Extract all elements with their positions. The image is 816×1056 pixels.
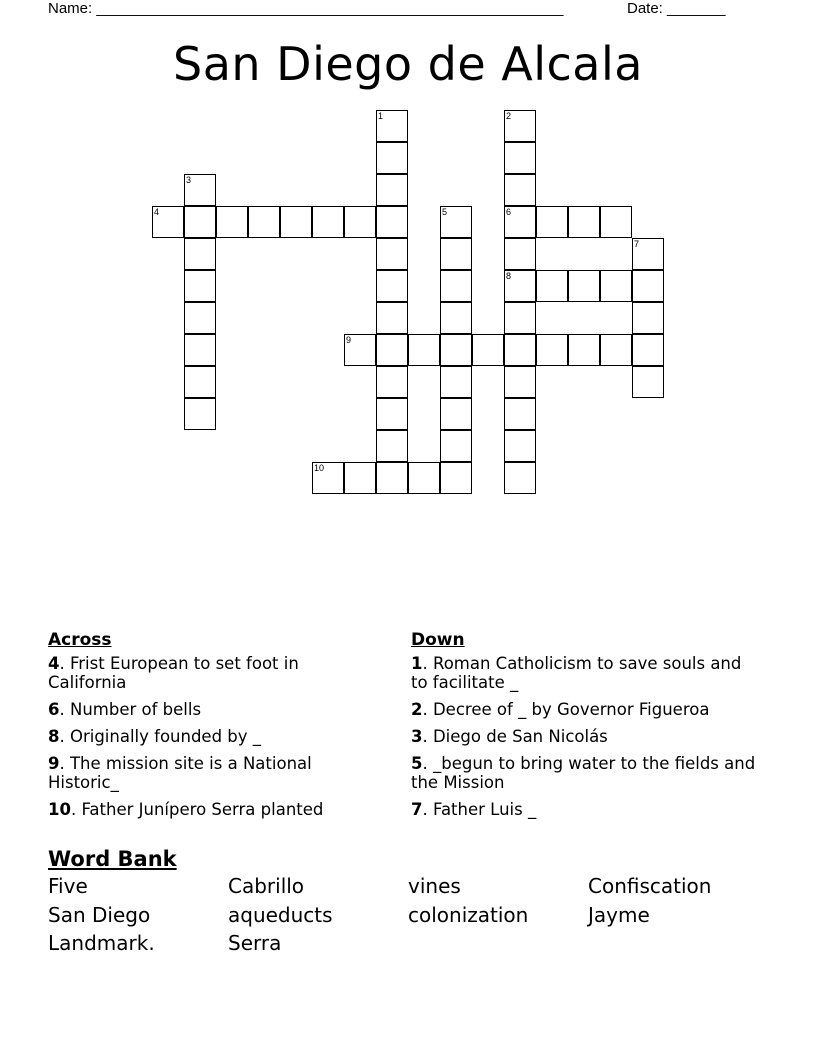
crossword-cell[interactable] <box>344 334 376 366</box>
crossword-cell[interactable] <box>440 270 472 302</box>
clue-number: 4 <box>154 207 160 217</box>
crossword-cell[interactable] <box>632 334 664 366</box>
crossword-cell[interactable] <box>408 462 440 494</box>
crossword-cell[interactable] <box>280 206 312 238</box>
crossword-cell[interactable] <box>504 110 536 142</box>
crossword-cell[interactable] <box>440 366 472 398</box>
clue-number: 1 <box>378 111 384 121</box>
crossword-cell[interactable] <box>632 270 664 302</box>
crossword-cell[interactable] <box>440 206 472 238</box>
crossword-cell[interactable] <box>504 366 536 398</box>
word-bank-item: vines <box>408 874 461 898</box>
crossword-cell[interactable] <box>184 270 216 302</box>
clue-number: 5 <box>442 207 448 217</box>
crossword-cell[interactable] <box>440 238 472 270</box>
crossword-grid <box>0 0 816 520</box>
crossword-cell[interactable] <box>376 462 408 494</box>
crossword-cell[interactable] <box>184 238 216 270</box>
down-heading: Down <box>411 630 465 650</box>
word-bank-item: Serra <box>228 931 282 955</box>
clue-number: 10 <box>314 463 325 473</box>
crossword-cell[interactable] <box>504 398 536 430</box>
word-bank-item: aqueducts <box>228 903 333 927</box>
crossword-cell[interactable] <box>536 270 568 302</box>
clue-number: 3 <box>186 175 192 185</box>
crossword-cell[interactable] <box>376 430 408 462</box>
crossword-cell[interactable] <box>408 334 440 366</box>
crossword-cell[interactable] <box>504 462 536 494</box>
crossword-cell[interactable] <box>600 206 632 238</box>
crossword-cell[interactable] <box>504 174 536 206</box>
crossword-cell[interactable] <box>376 174 408 206</box>
crossword-cell[interactable] <box>376 206 408 238</box>
crossword-cell[interactable] <box>568 334 600 366</box>
crossword-cell[interactable] <box>600 270 632 302</box>
word-bank-title: Word Bank <box>48 847 177 871</box>
clue-number: 8 <box>506 271 512 281</box>
across-clues <box>48 630 368 827</box>
crossword-cell[interactable] <box>536 206 568 238</box>
crossword-cell[interactable] <box>376 302 408 334</box>
word-bank-item: San Diego <box>48 903 151 927</box>
clue-down-3: 3. Diego de San Nicolás <box>411 727 608 746</box>
crossword-cell[interactable] <box>440 462 472 494</box>
crossword-cell[interactable] <box>536 334 568 366</box>
crossword-cell[interactable] <box>152 206 184 238</box>
crossword-cell[interactable] <box>440 430 472 462</box>
crossword-cell[interactable] <box>184 174 216 206</box>
word-bank-item: Jayme <box>588 903 650 927</box>
crossword-cell[interactable] <box>632 366 664 398</box>
clue-number: 9 <box>346 335 352 345</box>
crossword-cell[interactable] <box>472 334 504 366</box>
crossword-cell[interactable] <box>184 302 216 334</box>
crossword-cell[interactable] <box>312 206 344 238</box>
crossword-cell[interactable] <box>376 334 408 366</box>
crossword-cell[interactable] <box>376 142 408 174</box>
crossword-cell[interactable] <box>504 238 536 270</box>
crossword-cell[interactable] <box>344 206 376 238</box>
crossword-cell[interactable] <box>184 366 216 398</box>
word-bank-item: Five <box>48 874 88 898</box>
crossword-cell[interactable] <box>632 302 664 334</box>
crossword-cell[interactable] <box>184 206 216 238</box>
crossword-cell[interactable] <box>600 334 632 366</box>
crossword-cell[interactable] <box>344 462 376 494</box>
clue-across-4: 4. Frist European to set foot in California <box>48 654 299 692</box>
crossword-cell[interactable] <box>504 270 536 302</box>
clue-across-9: 9. The mission site is a National Historic_ <box>48 754 312 792</box>
clue-across-10: 10. Father Junípero Serra planted <box>48 800 324 819</box>
crossword-cell[interactable] <box>632 238 664 270</box>
word-bank-item: Landmark. <box>48 931 155 955</box>
crossword-cell[interactable] <box>440 398 472 430</box>
clue-down-5: 5. _begun to bring water to the fields and the Mission <box>411 754 756 792</box>
crossword-cell[interactable] <box>376 398 408 430</box>
down-clues <box>411 630 761 827</box>
crossword-cell[interactable] <box>568 206 600 238</box>
clue-across-6: 6. Number of bells <box>48 700 202 719</box>
crossword-cell[interactable] <box>376 238 408 270</box>
crossword-cell[interactable] <box>504 206 536 238</box>
crossword-cell[interactable] <box>440 302 472 334</box>
crossword-cell[interactable] <box>184 334 216 366</box>
clue-across-8: 8. Originally founded by _ <box>48 727 262 746</box>
clue-number: 2 <box>506 111 512 121</box>
name-field-label: Name: ________________________________________________________ <box>48 0 564 17</box>
clue-down-7: 7. Father Luis _ <box>411 800 537 819</box>
word-bank-item: Confiscation <box>588 874 712 898</box>
crossword-cell[interactable] <box>504 302 536 334</box>
crossword-cell[interactable] <box>312 462 344 494</box>
crossword-cell[interactable] <box>376 110 408 142</box>
date-field-label: Date: _______ <box>627 0 726 17</box>
clue-number: 7 <box>634 239 640 249</box>
page-title: San Diego de Alcala <box>173 37 643 91</box>
clue-down-2: 2. Decree of _ by Governor Figueroa <box>411 700 710 719</box>
crossword-cell[interactable] <box>504 334 536 366</box>
clue-number: 6 <box>506 207 512 217</box>
word-bank-item: colonization <box>408 903 529 927</box>
across-heading: Across <box>48 630 112 650</box>
crossword-cell[interactable] <box>568 270 600 302</box>
crossword-cell[interactable] <box>376 366 408 398</box>
crossword-cell[interactable] <box>248 206 280 238</box>
crossword-cell[interactable] <box>216 206 248 238</box>
clue-down-1: 1. Roman Catholicism to save souls and to facilitate _ <box>411 654 742 692</box>
crossword-cell[interactable] <box>504 142 536 174</box>
crossword-cell[interactable] <box>440 334 472 366</box>
crossword-cell[interactable] <box>376 270 408 302</box>
crossword-cell[interactable] <box>504 430 536 462</box>
crossword-cell[interactable] <box>184 398 216 430</box>
word-bank-item: Cabrillo <box>228 874 305 898</box>
